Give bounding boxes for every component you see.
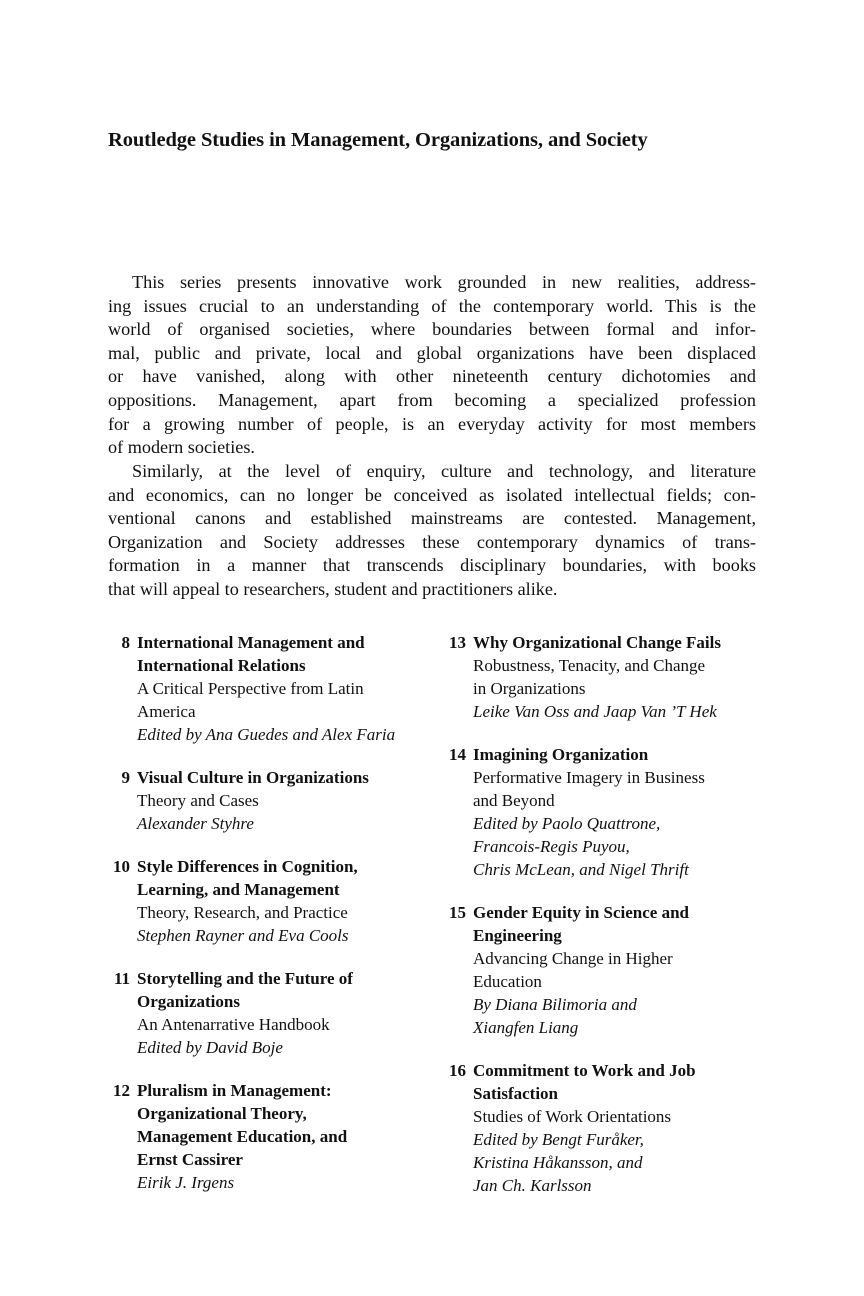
book-list-item xyxy=(440,743,770,881)
book-title-line: Visual Culture in Organizations xyxy=(137,768,369,787)
book-title-line: Pluralism in Management: xyxy=(137,1081,332,1100)
paragraph-line: or have vanished, along with other nineteenth century dichotomies and xyxy=(108,366,756,387)
book-list-item xyxy=(104,631,434,746)
book-author-line: Xiangfen Liang xyxy=(473,1018,579,1037)
book-author-line: Kristina Håkansson, and xyxy=(473,1153,643,1172)
book-author-line: Leike Van Oss and Jaap Van ’T Hek xyxy=(473,702,717,721)
book-author-line: Eirik J. Irgens xyxy=(137,1173,235,1192)
book-title-line: Management Education, and xyxy=(137,1127,348,1146)
book-list-item xyxy=(440,1059,770,1197)
book-number: 12 xyxy=(113,1081,130,1100)
book-title-line: Satisfaction xyxy=(473,1084,558,1103)
book-subtitle-line: An Antenarrative Handbook xyxy=(137,1015,330,1034)
book-number: 11 xyxy=(113,969,130,988)
description-paragraph-1 xyxy=(108,271,756,460)
book-title-line: Organizational Theory, xyxy=(137,1104,307,1123)
book-list-right-column xyxy=(440,631,770,1217)
book-author-line: Francois-Regis Puyou, xyxy=(473,837,630,856)
book-title-line: Commitment to Work and Job xyxy=(473,1061,696,1080)
book-number: 13 xyxy=(449,633,466,652)
book-title-line: Engineering xyxy=(473,926,562,945)
book-list-item xyxy=(440,631,770,723)
paragraph-line: of modern societies. xyxy=(108,437,255,458)
book-subtitle-line: Performative Imagery in Business xyxy=(473,768,705,787)
paragraph-line: ventional canons and established mainstreams are contested. Management, xyxy=(108,508,756,529)
book-number: 15 xyxy=(449,903,466,922)
book-author-line: Edited by Paolo Quattrone, xyxy=(473,814,661,833)
book-subtitle-line: and Beyond xyxy=(473,791,555,810)
book-list-item xyxy=(104,766,434,835)
book-author-line: Edited by David Boje xyxy=(137,1038,283,1057)
series-title: Routledge Studies in Management, Organizations, and Society xyxy=(108,128,648,151)
book-subtitle-line: A Critical Perspective from Latin xyxy=(137,679,364,698)
paragraph-line: world of organised societies, where boundaries between formal and infor- xyxy=(108,319,756,340)
paragraph-line: mal, public and private, local and global organizations have been displaced xyxy=(108,342,756,363)
paragraph-line: for a growing number of people, is an everyday activity for most members xyxy=(108,413,756,434)
book-subtitle-line: Advancing Change in Higher xyxy=(473,949,673,968)
paragraph-line: that will appeal to researchers, student and practitioners alike. xyxy=(108,578,558,599)
book-title-line: Ernst Cassirer xyxy=(137,1150,243,1169)
book-author-line: By Diana Bilimoria and xyxy=(473,995,637,1014)
book-title-line: International Management and xyxy=(137,633,365,652)
book-author-line: Edited by Bengt Furåker, xyxy=(473,1130,644,1149)
paragraph-line: This series presents innovative work grounded in new realities, address- xyxy=(132,272,756,292)
paragraph-line: Similarly, at the level of enquiry, culture and technology, and literature xyxy=(132,461,756,481)
book-subtitle-line: Theory, Research, and Practice xyxy=(137,903,348,922)
paragraph-line: Organization and Society addresses these contemporary dynamics of trans- xyxy=(108,531,756,552)
paragraph-line: formation in a manner that transcends disciplinary boundaries, with books xyxy=(108,555,756,576)
paragraph-line: oppositions. Management, apart from becoming a specialized profession xyxy=(108,389,756,410)
book-subtitle-line: Robustness, Tenacity, and Change xyxy=(473,656,706,675)
book-list-item xyxy=(104,1079,434,1194)
book-title-line: Why Organizational Change Fails xyxy=(473,633,721,652)
book-author-line: Edited by Ana Guedes and Alex Faria xyxy=(137,725,396,744)
book-number: 8 xyxy=(121,633,130,652)
book-subtitle-line: Education xyxy=(473,972,542,991)
book-title-line: International Relations xyxy=(137,656,306,675)
book-author-line: Chris McLean, and Nigel Thrift xyxy=(473,860,689,879)
book-list-item xyxy=(104,855,434,947)
book-title-line: Organizations xyxy=(137,992,240,1011)
book-subtitle-line: Studies of Work Orientations xyxy=(473,1107,672,1126)
book-author-line: Alexander Styhre xyxy=(137,814,254,833)
book-title-line: Style Differences in Cognition, xyxy=(137,857,358,876)
book-author-line: Jan Ch. Karlsson xyxy=(473,1176,592,1195)
book-author-line: Stephen Rayner and Eva Cools xyxy=(137,926,349,945)
book-list-left-column xyxy=(104,631,434,1214)
book-title-line: Learning, and Management xyxy=(137,880,340,899)
book-number: 16 xyxy=(449,1061,466,1080)
book-subtitle-line: in Organizations xyxy=(473,679,586,698)
book-number: 9 xyxy=(121,768,130,787)
book-list-item xyxy=(104,967,434,1059)
book-title-line: Imagining Organization xyxy=(473,745,649,764)
paragraph-line: and economics, can no longer be conceived as isolated intellectual fields; con- xyxy=(108,484,756,505)
book-title-line: Storytelling and the Future of xyxy=(137,969,353,988)
book-number: 10 xyxy=(113,857,130,876)
book-subtitle-line: America xyxy=(137,702,196,721)
paragraph-line: ing issues crucial to an understanding of the contemporary world. This is the xyxy=(108,295,756,316)
book-list-item xyxy=(440,901,770,1039)
book-subtitle-line: Theory and Cases xyxy=(137,791,259,810)
book-title-line: Gender Equity in Science and xyxy=(473,903,689,922)
book-number: 14 xyxy=(449,745,466,764)
description-paragraph-2 xyxy=(108,460,756,602)
